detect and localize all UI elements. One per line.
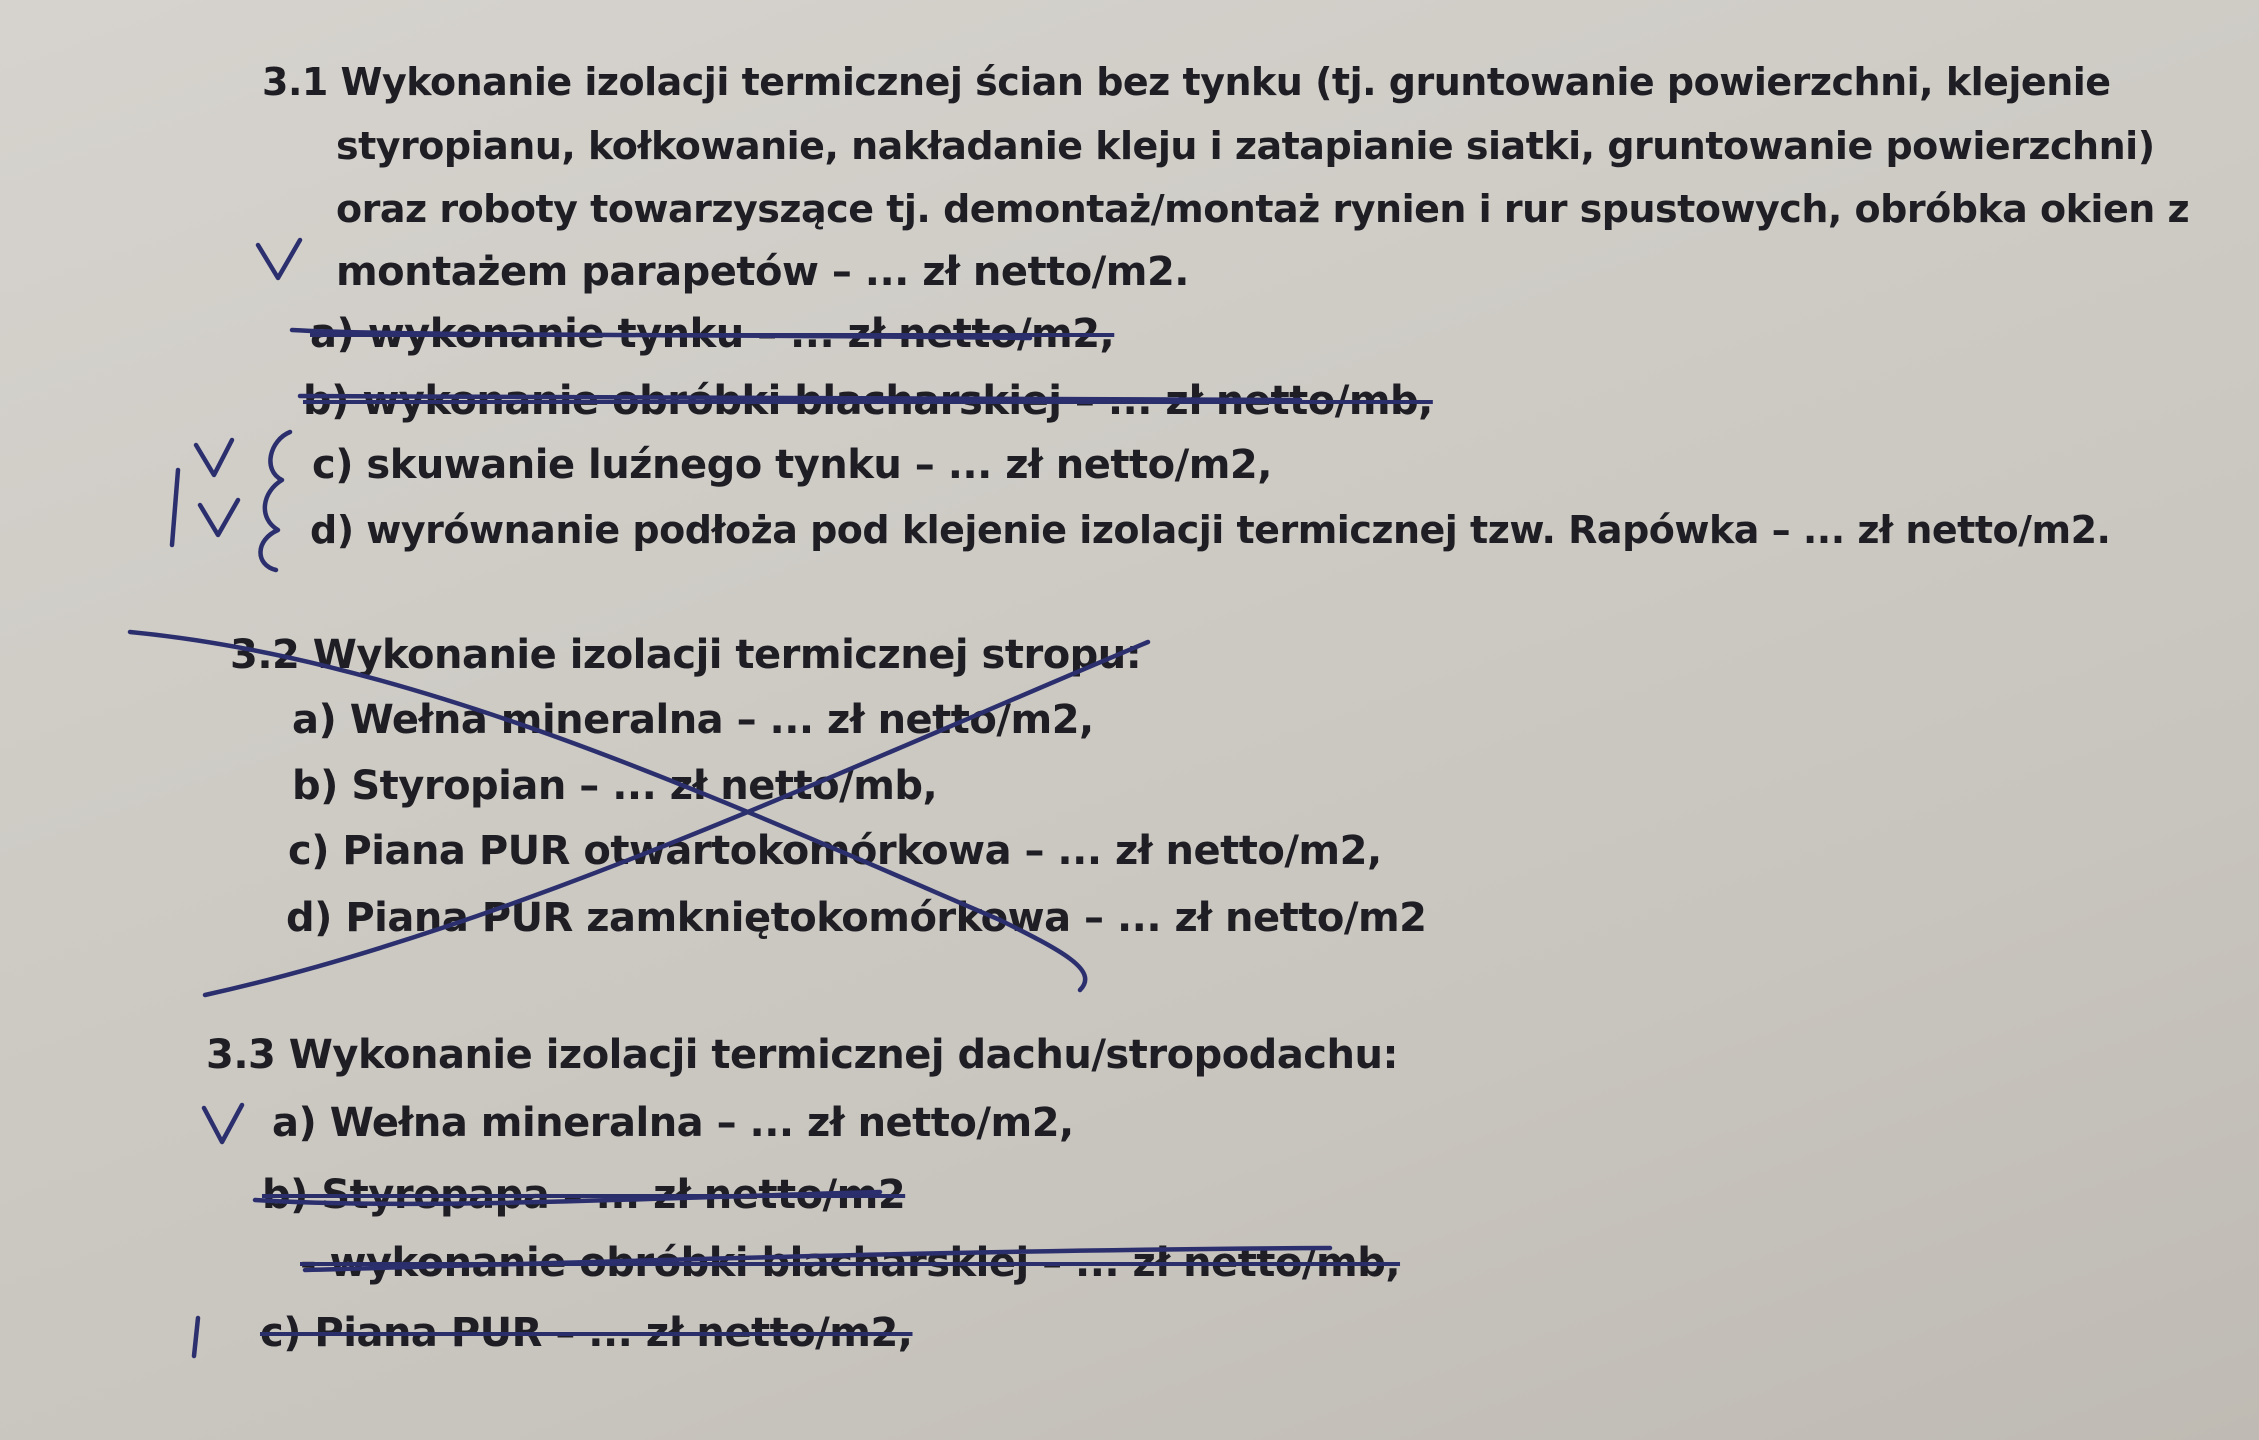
section-3-1-item-d: d) wyrównanie podłoża pod klejenie izolacji termicznej tzw. Rapówka – ... zł netto/m2. — [310, 508, 2111, 552]
section-3-2-heading: 3.2 Wykonanie izolacji termicznej stropu: — [230, 632, 1142, 678]
section-3-1-line-4: montażem parapetów – ... zł netto/m2. — [336, 249, 1189, 295]
check-mark-icon — [196, 440, 232, 475]
section-3-1-line-2: styropianu, kołkowanie, nakładanie kleju i zatapianie siatki, gruntowanie powierzchni) — [336, 124, 2155, 168]
section-3-1-item-a: a) wykonanie tynku – ... zł netto/m2, — [310, 311, 1115, 357]
section-3-2-item-d: d) Piana PUR zamkniętokomórkowa – ... zł netto/m2 — [286, 895, 1427, 941]
section-3-2-item-b: b) Styropian – ... zł netto/mb, — [292, 763, 938, 809]
section-3-1-line-3: oraz roboty towarzyszące tj. demontaż/montaż rynien i rur spustowych, obróbka okien z — [336, 187, 2190, 231]
section-3-3-item-b: b) Styropapa – ... zł netto/m2 — [262, 1172, 906, 1218]
section-3-1-line-1: 3.1 Wykonanie izolacji termicznej ścian bez tynku (tj. gruntowanie powierzchni, klejenie — [262, 60, 2111, 104]
section-3-2-item-a: a) Wełna mineralna – ... zł netto/m2, — [292, 697, 1094, 743]
bracket-scribble-icon — [260, 432, 290, 570]
check-mark-icon — [258, 240, 300, 278]
section-3-3-heading: 3.3 Wykonanie izolacji termicznej dachu/stropodachu: — [206, 1032, 1398, 1078]
exclamation-mark-icon — [172, 470, 178, 545]
check-mark-icon — [204, 1105, 242, 1142]
section-3-3-item-dash: - wykonanie obróbki blacharskiej – ... zł netto/mb, — [300, 1240, 1401, 1286]
check-mark-icon — [200, 500, 238, 535]
exclamation-mark-icon — [194, 1318, 198, 1356]
section-3-1-item-c: c) skuwanie luźnego tynku – ... zł netto/m2, — [312, 442, 1272, 488]
section-3-3-item-c: c) Piana PUR – ... zł netto/m2, — [260, 1310, 913, 1356]
section-3-1-item-b: b) wykonanie obróbki blacharskiej – ... zł netto/mb, — [303, 378, 1433, 424]
section-3-2-item-c: c) Piana PUR otwartokomórkowa – ... zł netto/m2, — [288, 828, 1382, 874]
bleed-through-text — [1340, 268, 1353, 309]
section-3-3-item-a: a) Wełna mineralna – ... zł netto/m2, — [272, 1100, 1074, 1146]
